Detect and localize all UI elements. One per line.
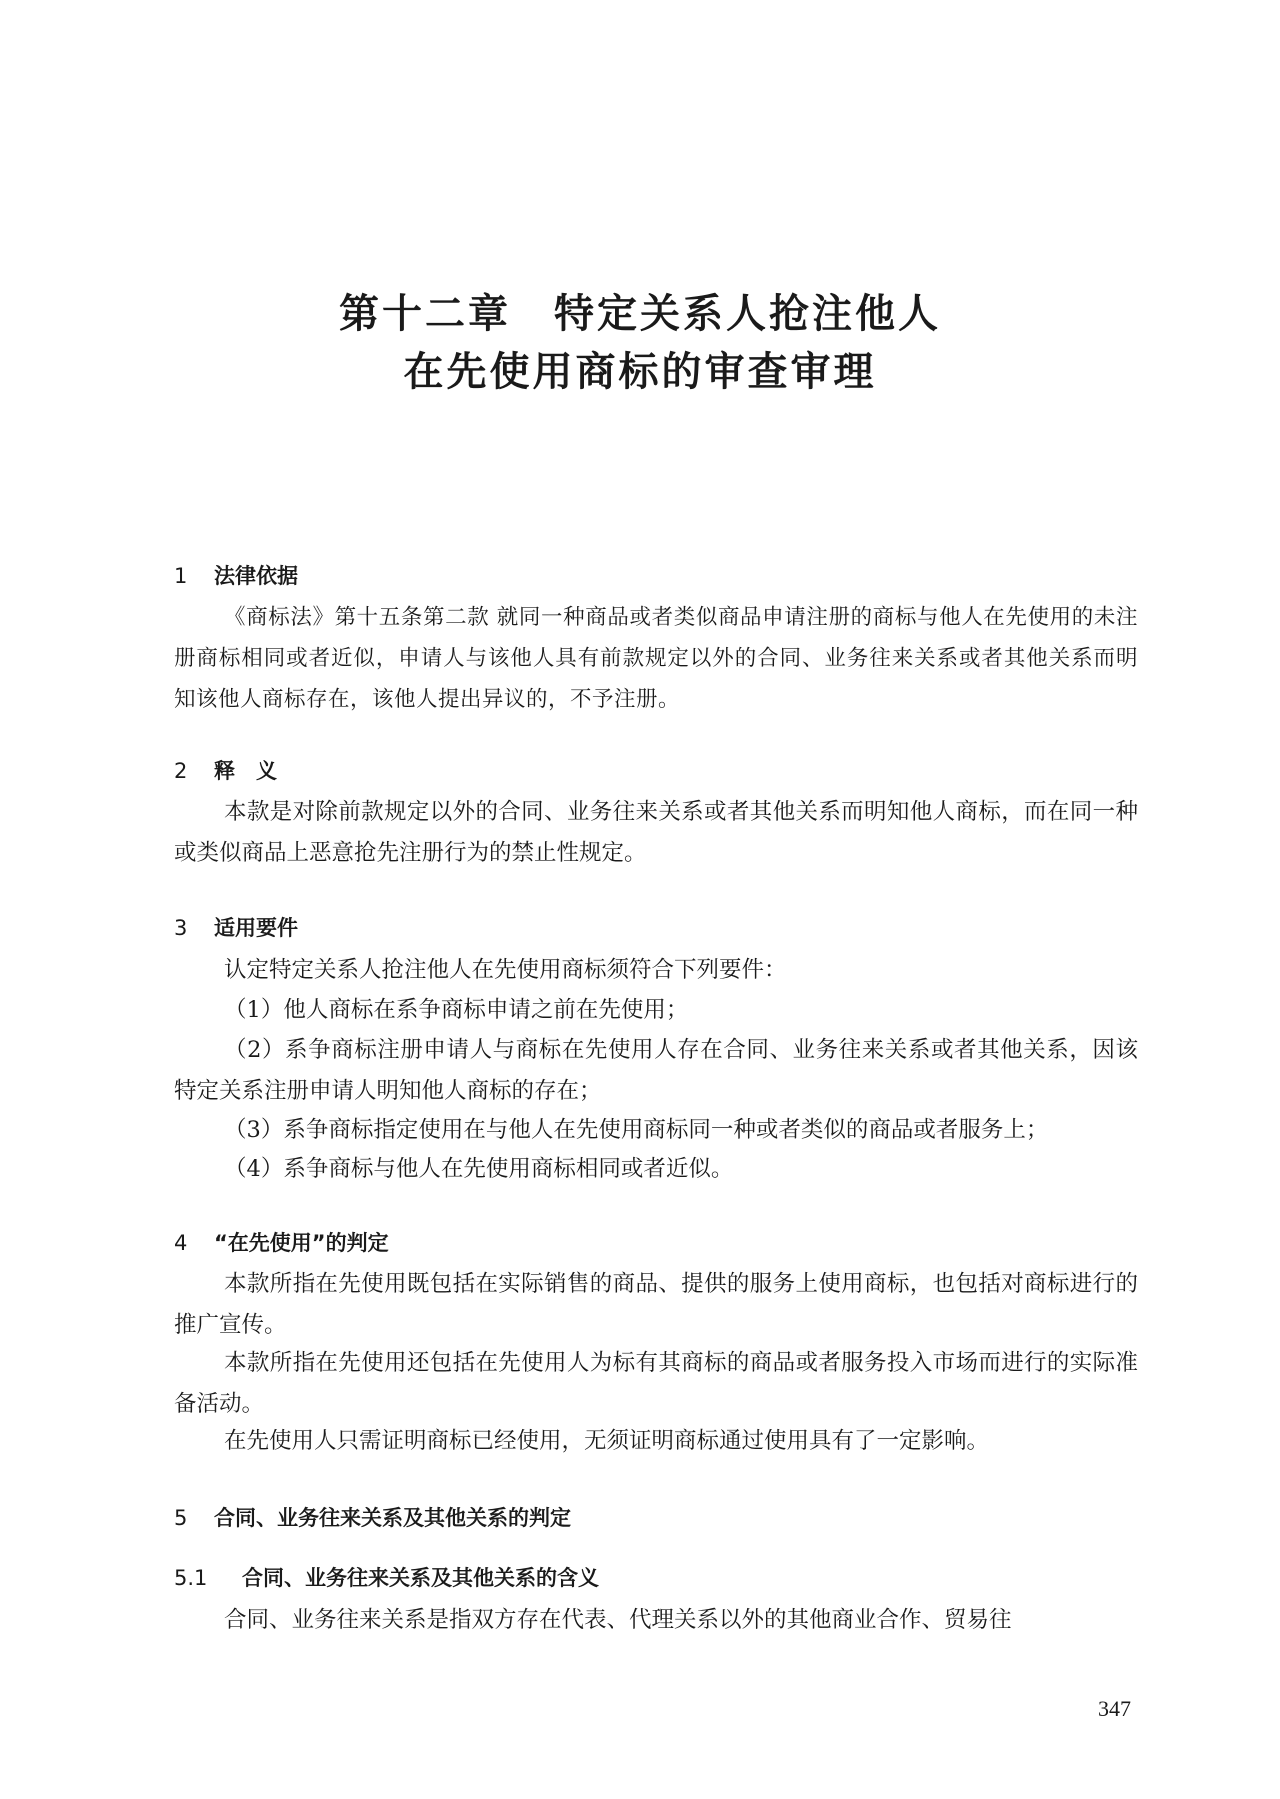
chapter-title-line-1: 第十二章 特定关系人抢注他人 xyxy=(339,291,941,337)
section-heading-4 xyxy=(174,1233,389,1254)
section-3-paragraph-2: （1）他人商标在系争商标申请之前在先使用； xyxy=(224,997,689,1023)
section-title: 法律依据 xyxy=(214,564,298,588)
section-4-paragraph-2: 本款所指在先使用还包括在先使用人为标有其商标的商品或者服务投入市场而进行的实际准备活动。 xyxy=(174,1350,1138,1417)
section-title: 合同、业务往来关系及其他关系的含义 xyxy=(242,1566,599,1590)
section-heading-2 xyxy=(174,761,277,782)
section-3-paragraph-3: （2）系争商标注册申请人与商标在先使用人存在合同、业务往来关系或者其他关系，因该特定关系注册申请人明知他人商标的存在； xyxy=(174,1037,1138,1104)
section-title: “在先使用”的判定 xyxy=(214,1231,389,1255)
section-4-paragraph-3: 在先使用人只需证明商标已经使用，无须证明商标通过使用具有了一定影响。 xyxy=(224,1428,990,1454)
section-number: 2 xyxy=(174,759,188,783)
section-title: 适用要件 xyxy=(214,916,298,940)
section-number: 4 xyxy=(174,1231,188,1255)
section-2-paragraph-1: 本款是对除前款规定以外的合同、业务往来关系或者其他关系而明知他人商标，而在同一种或类似商品上恶意抢先注册行为的禁止性规定。 xyxy=(174,799,1138,866)
section-number: 5 xyxy=(174,1506,188,1530)
section-heading-1 xyxy=(174,566,298,587)
section-3-paragraph-4: （3）系争商标指定使用在与他人在先使用商标同一种或者类似的商品或者服务上； xyxy=(224,1117,1049,1143)
section-heading-3 xyxy=(174,918,298,939)
section-title: 释 义 xyxy=(214,759,277,783)
chapter-title-line-2: 在先使用商标的审查审理 xyxy=(403,349,877,395)
section-4-paragraph-1: 本款所指在先使用既包括在实际销售的商品、提供的服务上使用商标，也包括对商标进行的推广宣传。 xyxy=(174,1271,1138,1338)
section-number: 1 xyxy=(174,564,188,588)
section-5-1-paragraph-1: 合同、业务往来关系是指双方存在代表、代理关系以外的其他商业合作、贸易往 xyxy=(224,1607,1012,1633)
section-number: 5.1 xyxy=(174,1566,208,1590)
section-number: 3 xyxy=(174,916,188,940)
section-3-paragraph-5: （4）系争商标与他人在先使用商标相同或者近似。 xyxy=(224,1156,734,1182)
section-title: 合同、业务往来关系及其他关系的判定 xyxy=(214,1506,571,1530)
section-heading-5 xyxy=(174,1508,571,1529)
page-number: 347 xyxy=(1098,1696,1131,1721)
section-1-paragraph-1: 《商标法》第十五条第二款 就同一种商品或者类似商品申请注册的商标与他人在先使用的未注册商标相同或者近似，申请人与该他人具有前款规定以外的合同、业务往来关系或者其他关系而明知该他人商标存在，该他人提出异议的，不予注册。 xyxy=(174,605,1138,712)
section-heading-5-1 xyxy=(174,1568,599,1589)
section-3-paragraph-1: 认定特定关系人抢注他人在先使用商标须符合下列要件： xyxy=(224,957,787,983)
